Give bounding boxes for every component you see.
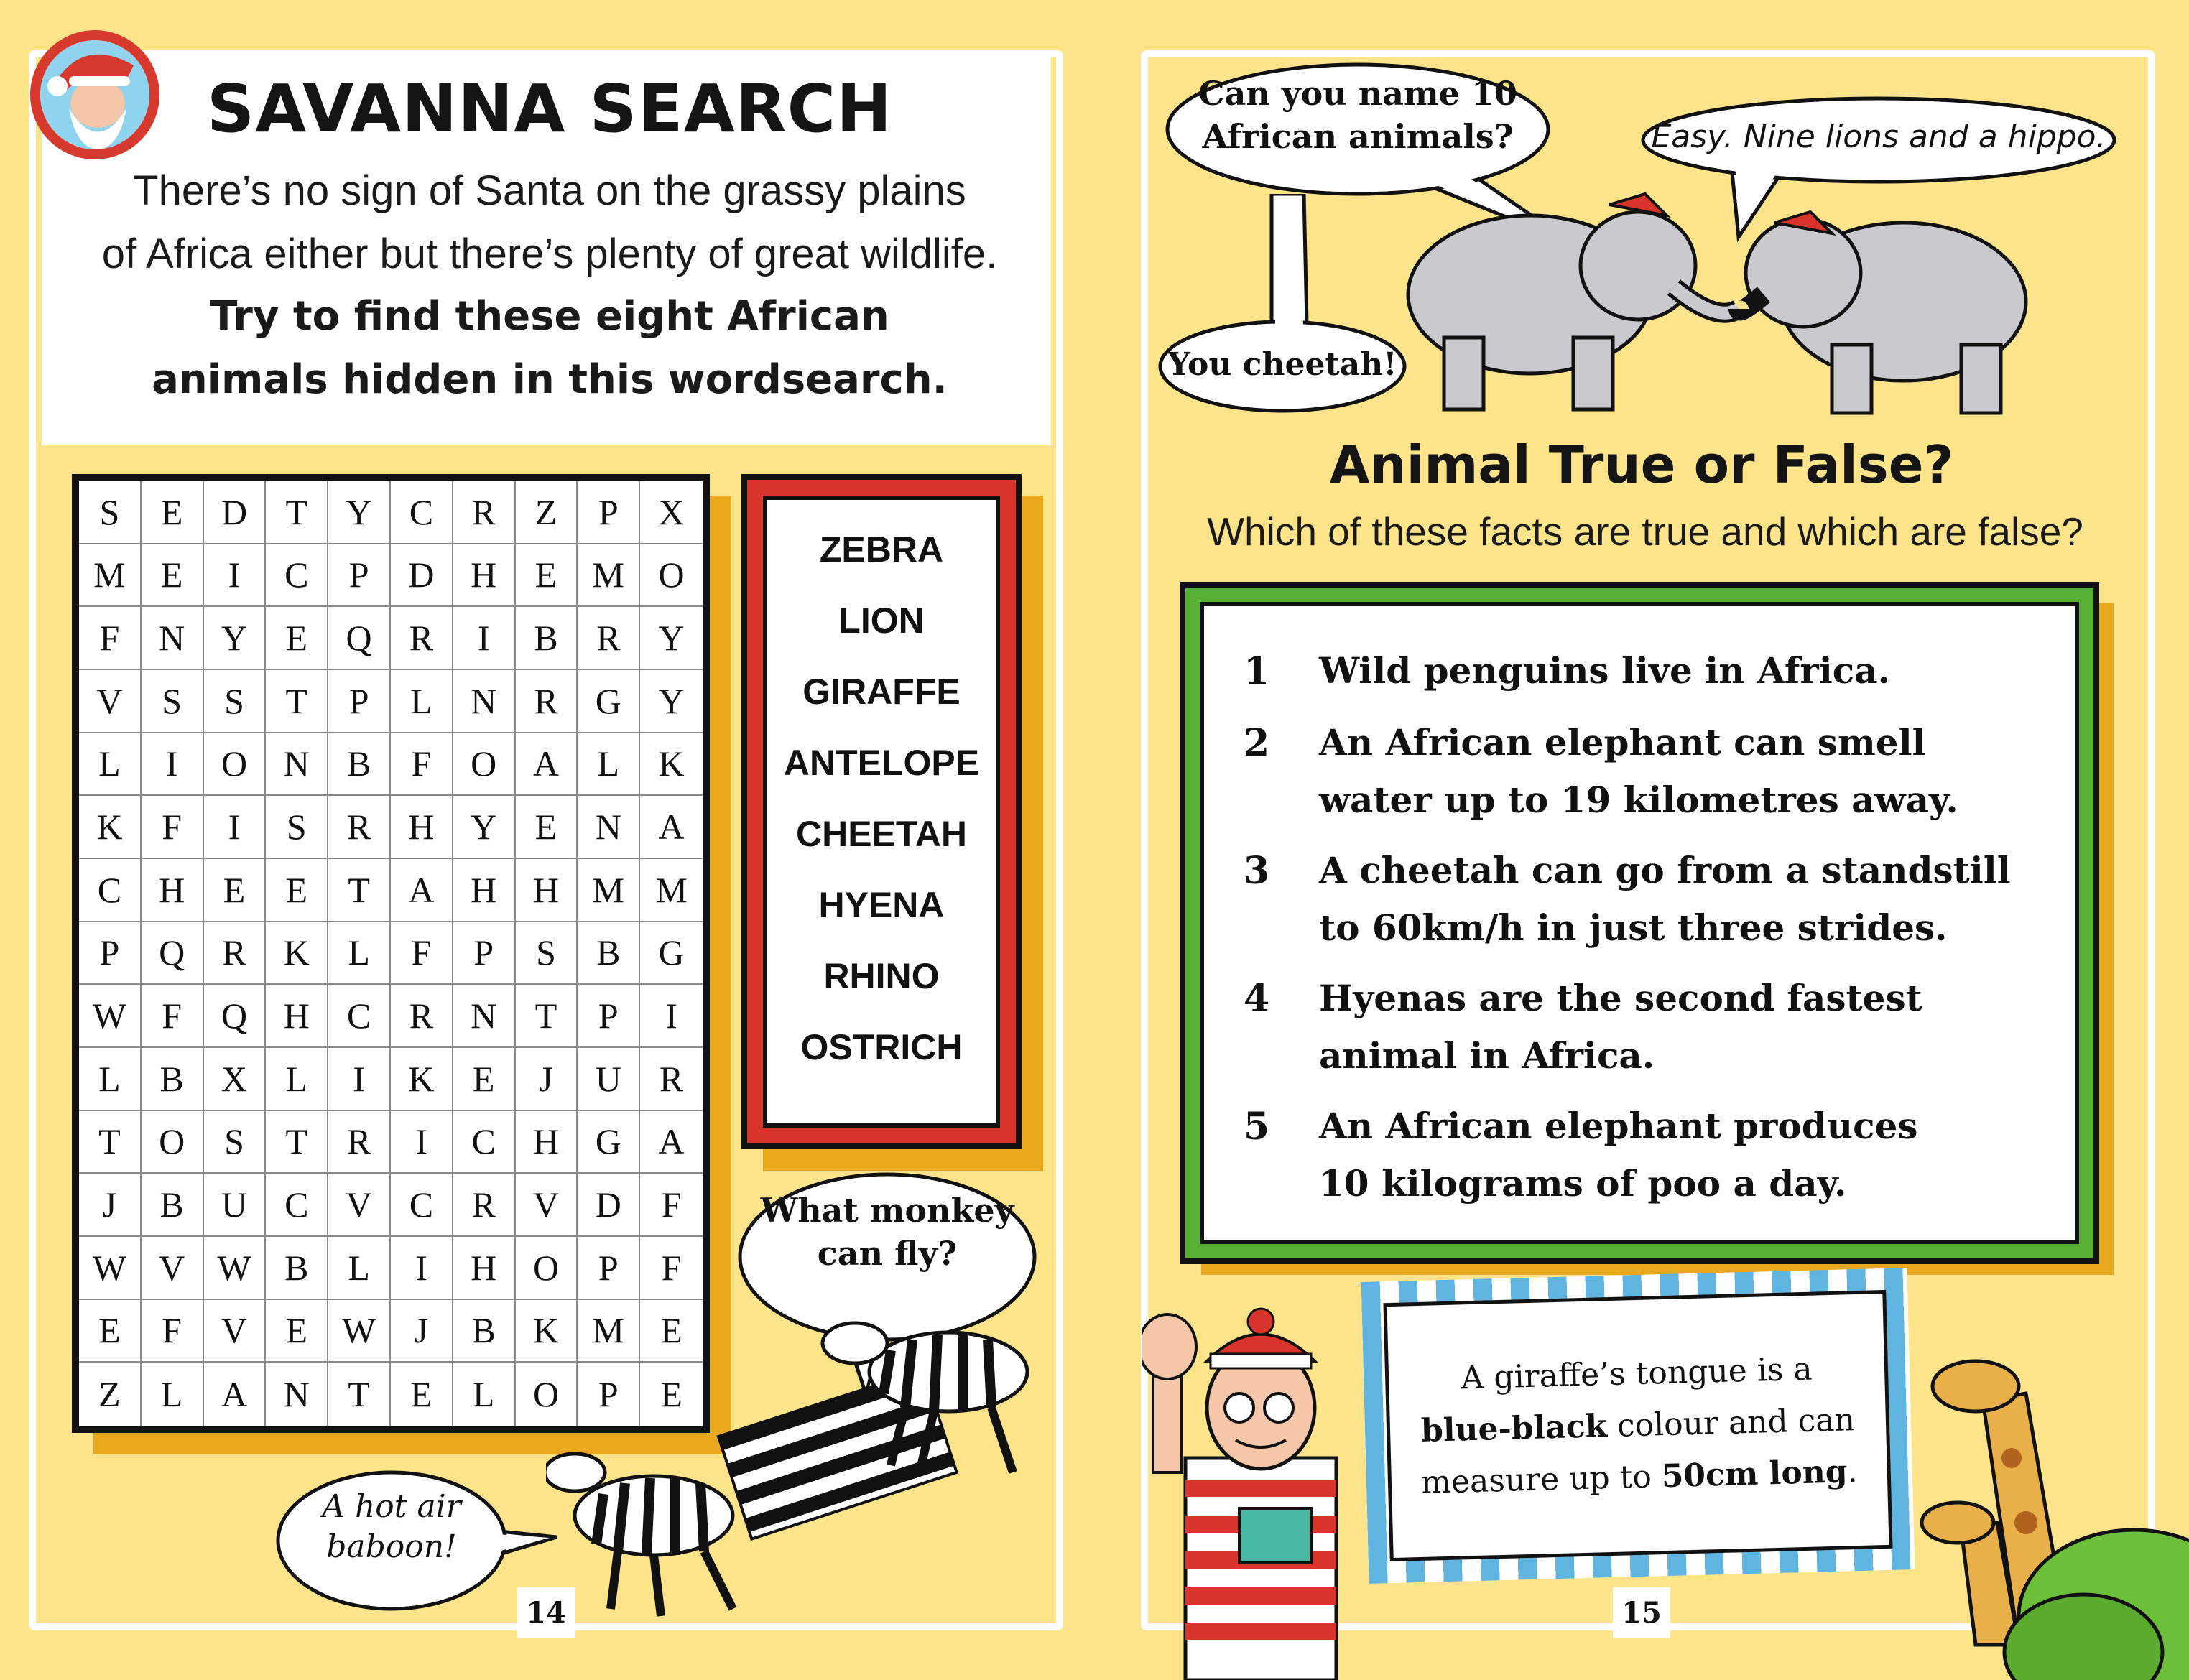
page-number-right: 15 bbox=[1613, 1587, 1670, 1638]
grid-cell: R bbox=[204, 922, 267, 985]
word-list-frame bbox=[741, 474, 1022, 1149]
grid-cell: B bbox=[453, 1300, 516, 1363]
question-bubble-line-2: African animals? bbox=[1202, 117, 1514, 156]
grid-cell: Y bbox=[640, 607, 703, 670]
fact-text bbox=[1319, 970, 2066, 1085]
wally-icon bbox=[1142, 1309, 1336, 1680]
grid-cell: E bbox=[516, 544, 578, 608]
grid-cell: A bbox=[391, 859, 453, 922]
giraffe-fact-line-3-pre: measure up to bbox=[1420, 1458, 1662, 1501]
grid-cell: O bbox=[640, 544, 703, 608]
grid-cell: C bbox=[266, 1174, 328, 1237]
intro-line-1: There’s no sign of Santa on the grassy plains bbox=[133, 167, 966, 214]
grid-cell: R bbox=[453, 481, 516, 544]
grid-cell: I bbox=[204, 796, 267, 859]
grid-cell: T bbox=[266, 1111, 328, 1174]
grid-cell: M bbox=[640, 859, 703, 922]
grid-cell: W bbox=[204, 1237, 267, 1300]
fact-line: A cheetah can go from a standstill bbox=[1319, 849, 2011, 891]
grid-cell: L bbox=[578, 733, 640, 797]
grid-cell: F bbox=[79, 607, 142, 670]
grid-cell: M bbox=[578, 544, 640, 608]
grid-cell: P bbox=[328, 544, 391, 608]
monkey-bubble-line-2: can fly? bbox=[817, 1234, 958, 1273]
fact-line: water up to 19 kilometres away. bbox=[1319, 779, 1958, 821]
grid-cell: P bbox=[578, 481, 640, 544]
monkey-bubble-text bbox=[747, 1189, 1027, 1275]
grid-cell: V bbox=[79, 670, 142, 733]
grid-cell: E bbox=[266, 859, 328, 922]
grid-cell: K bbox=[79, 796, 142, 859]
grid-cell: C bbox=[391, 481, 453, 544]
grid-cell: W bbox=[79, 985, 142, 1048]
grid-cell: G bbox=[578, 1111, 640, 1174]
grid-cell: E bbox=[204, 859, 267, 922]
fact-line: 10 kilograms of poo a day. bbox=[1319, 1162, 1847, 1205]
intro-line-2: of Africa either but there’s plenty of great wildlife. bbox=[101, 231, 998, 277]
grid-cell: V bbox=[204, 1300, 267, 1363]
grid-cell: O bbox=[142, 1111, 204, 1174]
quiz-title: Animal True or False? bbox=[1329, 435, 1954, 495]
grid-cell: N bbox=[142, 607, 204, 670]
grid-cell: D bbox=[391, 544, 453, 608]
grid-cell: V bbox=[142, 1237, 204, 1300]
grid-cell: H bbox=[453, 544, 516, 608]
word-list-item: HYENA bbox=[818, 885, 945, 925]
word-list-item: ANTELOPE bbox=[783, 743, 980, 783]
grid-cell: F bbox=[391, 922, 453, 985]
grid-cell: L bbox=[79, 733, 142, 797]
grid-cell: W bbox=[328, 1300, 391, 1363]
grid-cell: D bbox=[578, 1174, 640, 1237]
grid-cell: V bbox=[516, 1174, 578, 1237]
grid-cell: W bbox=[79, 1237, 142, 1300]
grid-cell: I bbox=[328, 1048, 391, 1111]
grid-cell: T bbox=[328, 1363, 391, 1426]
giraffe-fact-line-3-end: . bbox=[1846, 1453, 1859, 1490]
grid-cell: P bbox=[578, 1363, 640, 1426]
wordsearch-grid bbox=[72, 474, 710, 1433]
fact-line: Wild penguins live in Africa. bbox=[1319, 649, 1890, 692]
grid-cell: F bbox=[640, 1174, 703, 1237]
grid-cell: E bbox=[391, 1363, 453, 1426]
grid-cell: T bbox=[79, 1111, 142, 1174]
grid-cell: C bbox=[453, 1111, 516, 1174]
page-title: SAVANNA SEARCH bbox=[206, 70, 893, 147]
grid-cell: R bbox=[578, 607, 640, 670]
giraffe-fact-frame bbox=[1361, 1268, 1915, 1584]
grid-cell: F bbox=[142, 985, 204, 1048]
elephants-illustration bbox=[1401, 180, 2083, 417]
grid-cell: B bbox=[578, 922, 640, 985]
grid-cell: L bbox=[266, 1048, 328, 1111]
giraffe-fact-line-2-rest: colour and can bbox=[1606, 1401, 1856, 1445]
grid-cell: Q bbox=[142, 922, 204, 985]
grid-cell: D bbox=[204, 481, 267, 544]
grid-cell: Z bbox=[79, 1363, 142, 1426]
fact-number: 5 bbox=[1244, 1105, 1270, 1148]
grid-cell: R bbox=[453, 1174, 516, 1237]
grid-cell: S bbox=[266, 796, 328, 859]
fact-text bbox=[1319, 642, 2066, 700]
fact-number: 3 bbox=[1244, 849, 1270, 893]
grid-cell: I bbox=[640, 985, 703, 1048]
question-bubble-line-1: Can you name 10 bbox=[1198, 74, 1517, 113]
grid-cell: N bbox=[453, 985, 516, 1048]
giraffe-fact-bold-length: 50cm long bbox=[1661, 1453, 1848, 1495]
fact-text bbox=[1319, 842, 2066, 957]
elephant-icon bbox=[1408, 194, 1739, 409]
grid-cell: L bbox=[142, 1363, 204, 1426]
giraffe-fact-line-1: A giraffe’s tongue is a bbox=[1461, 1350, 1813, 1397]
grid-cell: L bbox=[328, 922, 391, 985]
grid-cell: R bbox=[391, 985, 453, 1048]
wally-character-illustration bbox=[1142, 1293, 1401, 1680]
grid-cell: P bbox=[578, 985, 640, 1048]
grid-cell: R bbox=[516, 670, 578, 733]
grid-cell: X bbox=[640, 481, 703, 544]
grid-cell: E bbox=[266, 1300, 328, 1363]
quiz-subtitle: Which of these facts are true and which are false? bbox=[1207, 509, 2083, 554]
grid-cell: I bbox=[142, 733, 204, 797]
grid-cell: C bbox=[391, 1174, 453, 1237]
grid-cell: P bbox=[578, 1237, 640, 1300]
grid-cell: E bbox=[79, 1300, 142, 1363]
fact-line: An African elephant can smell bbox=[1319, 721, 1926, 764]
grid-cell: O bbox=[516, 1363, 578, 1426]
instruction-line-2: animals hidden in this wordsearch. bbox=[152, 356, 948, 403]
grid-cell: R bbox=[328, 1111, 391, 1174]
grid-cell: O bbox=[453, 733, 516, 797]
grid-cell: H bbox=[391, 796, 453, 859]
grid-cell: A bbox=[640, 1111, 703, 1174]
grid-cell: B bbox=[516, 607, 578, 670]
grid-cell: M bbox=[578, 1300, 640, 1363]
word-list-item: GIRAFFE bbox=[802, 672, 961, 712]
grid-cell: K bbox=[266, 922, 328, 985]
grid-cell: A bbox=[516, 733, 578, 797]
fact-line: Hyenas are the second fastest bbox=[1319, 977, 1922, 1019]
grid-cell: O bbox=[204, 733, 267, 797]
grid-cell: E bbox=[660, 1374, 682, 1415]
grid-cell: F bbox=[142, 1300, 204, 1363]
grid-cell: H bbox=[266, 985, 328, 1048]
grid-cell: H bbox=[453, 859, 516, 922]
question-bubble-text bbox=[1171, 72, 1545, 158]
grid-cell: I bbox=[391, 1237, 453, 1300]
grid-cell: L bbox=[79, 1048, 142, 1111]
grid-cell: B bbox=[266, 1237, 328, 1300]
grid-cell: N bbox=[266, 1363, 328, 1426]
fact-number: 2 bbox=[1244, 721, 1270, 765]
grid-cell: N bbox=[578, 796, 640, 859]
word-list-item: ZEBRA bbox=[819, 529, 944, 570]
grid-cell: R bbox=[391, 607, 453, 670]
grid-cell: M bbox=[79, 544, 142, 608]
grid-cell: E bbox=[142, 544, 204, 608]
grid-cell: B bbox=[142, 1048, 204, 1111]
giraffe-fact-line-3 bbox=[1420, 1446, 1858, 1509]
facts-frame bbox=[1180, 582, 2099, 1264]
grid-cell: H bbox=[516, 859, 578, 922]
grid-cell: E bbox=[266, 607, 328, 670]
grid-cell: I bbox=[453, 607, 516, 670]
grid-cell: E bbox=[453, 1048, 516, 1111]
grid-cell: N bbox=[266, 733, 328, 797]
grid-cell: C bbox=[328, 985, 391, 1048]
fact-line: animal in Africa. bbox=[1319, 1034, 1655, 1077]
word-list-item: CHEETAH bbox=[796, 814, 967, 854]
grid-cell: A bbox=[204, 1363, 267, 1426]
grid-cell: U bbox=[578, 1048, 640, 1111]
grid-cell: K bbox=[640, 733, 703, 797]
grid-cell: E bbox=[142, 481, 204, 544]
word-list-item: OSTRICH bbox=[800, 1027, 963, 1067]
grid-cell: C bbox=[79, 859, 142, 922]
grid-cell: E bbox=[640, 1300, 703, 1363]
page-number-left: 14 bbox=[517, 1587, 575, 1638]
grid-cell: H bbox=[516, 1111, 578, 1174]
grid-cell: Y bbox=[328, 481, 391, 544]
facts-panel bbox=[1200, 602, 2079, 1244]
grid-cell: S bbox=[142, 670, 204, 733]
grid-cell: H bbox=[142, 859, 204, 922]
grid-cell: J bbox=[79, 1174, 142, 1237]
grid-cell: S bbox=[516, 922, 578, 985]
grid-cell: I bbox=[391, 1111, 453, 1174]
grid-cell: H bbox=[453, 1237, 516, 1300]
grid-cell: J bbox=[516, 1048, 578, 1111]
grid-cell: T bbox=[266, 670, 328, 733]
fact-text bbox=[1319, 714, 2066, 829]
grid-cell: Y bbox=[453, 796, 516, 859]
word-list bbox=[763, 496, 1000, 1128]
grid-cell: C bbox=[266, 544, 328, 608]
grid-cell: T bbox=[328, 859, 391, 922]
monkey-bubble-line-1: What monkey bbox=[760, 1191, 1014, 1230]
grid-cell: U bbox=[204, 1174, 267, 1237]
grid-cell: T bbox=[266, 481, 328, 544]
fact-number: 1 bbox=[1244, 649, 1270, 693]
baboon-bubble-line-1: A hot air bbox=[322, 1488, 461, 1525]
grid-cell: L bbox=[391, 670, 453, 733]
grid-cell: P bbox=[453, 922, 516, 985]
grid-cell: I bbox=[204, 544, 267, 608]
grid-cell: G bbox=[578, 670, 640, 733]
grid-cell: S bbox=[204, 670, 267, 733]
baboon-bubble-text bbox=[277, 1487, 506, 1567]
grid-cell: R bbox=[328, 796, 391, 859]
giraffe-fact-panel bbox=[1383, 1290, 1892, 1561]
grid-cell: Q bbox=[328, 607, 391, 670]
zebra-crossing-illustration bbox=[546, 1300, 1063, 1630]
grid-cell: A bbox=[640, 796, 703, 859]
grid-cell: G bbox=[640, 922, 703, 985]
grid-cell: S bbox=[79, 481, 142, 544]
grid-cell: B bbox=[142, 1174, 204, 1237]
fact-line: An African elephant produces bbox=[1319, 1105, 1918, 1147]
grid-cell: J bbox=[391, 1300, 453, 1363]
grid-cell: Q bbox=[204, 985, 267, 1048]
fact-number: 4 bbox=[1244, 977, 1270, 1021]
grid-cell: B bbox=[328, 733, 391, 797]
grid-cell: O bbox=[516, 1237, 578, 1300]
grid-cell: V bbox=[328, 1174, 391, 1237]
fact-text bbox=[1319, 1097, 2066, 1212]
grid-cell: Z bbox=[516, 481, 578, 544]
giraffes-illustration bbox=[1897, 1314, 2189, 1680]
answer-bubble-text: Easy. Nine lions and a hippo. bbox=[1651, 119, 2106, 155]
grid-cell: F bbox=[391, 733, 453, 797]
grid-cell: N bbox=[453, 670, 516, 733]
grid-cell: E bbox=[516, 796, 578, 859]
grid-cell: L bbox=[328, 1237, 391, 1300]
grid-cell: K bbox=[391, 1048, 453, 1111]
elephant-icon bbox=[1739, 212, 2026, 413]
grid-cell: K bbox=[516, 1300, 578, 1363]
baboon-bubble-line-2: baboon! bbox=[326, 1528, 457, 1565]
word-list-item: LION bbox=[838, 600, 925, 641]
cheetah-speech-bubble bbox=[1149, 194, 1422, 417]
cheetah-bubble-text: You cheetah! bbox=[1167, 346, 1397, 383]
fact-line: to 60km/h in just three strides. bbox=[1319, 906, 1948, 949]
grid-cell: T bbox=[516, 985, 578, 1048]
grid-cell: P bbox=[328, 670, 391, 733]
instruction-line-1: Try to find these eight African bbox=[210, 293, 889, 340]
grid-cell: S bbox=[204, 1111, 267, 1174]
grid-cell: F bbox=[640, 1237, 703, 1300]
word-list-item: RHINO bbox=[823, 956, 940, 996]
grid-cell: X bbox=[204, 1048, 267, 1111]
grid-cell: P bbox=[79, 922, 142, 985]
grid-cell: R bbox=[640, 1048, 703, 1111]
grid-cell: Y bbox=[204, 607, 267, 670]
grid-cell: L bbox=[453, 1363, 516, 1426]
grid-cell: F bbox=[142, 796, 204, 859]
giraffe-fact-bold-colour: blue-black bbox=[1420, 1408, 1608, 1449]
grid-cell: M bbox=[578, 859, 640, 922]
grid-cell: Y bbox=[640, 670, 703, 733]
